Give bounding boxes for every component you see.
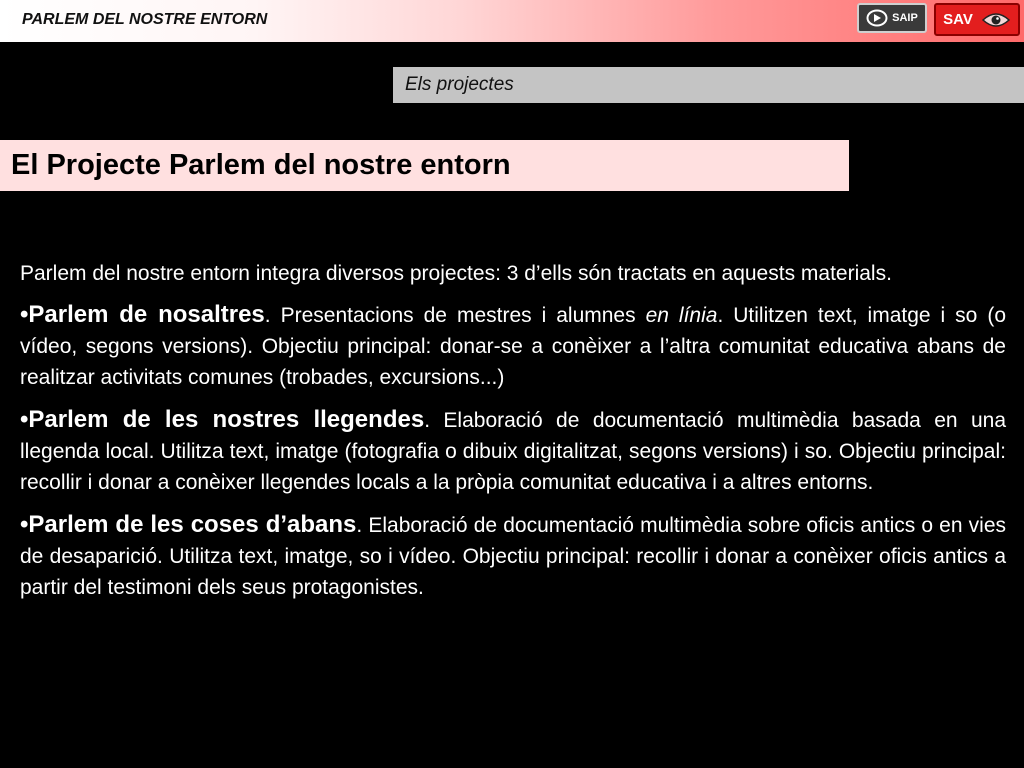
header-title: PARLEM DEL NOSTRE ENTORN xyxy=(22,11,268,28)
project-description-cont: . Utilitzen text, imatge i so (o vídeo, segons versions). Objectiu principal: donar-se a conèixer a l’altra comunitat educativa abans de realitzar activitats comunes (trobades, excursions...) xyxy=(20,304,1006,389)
intro-paragraph: Parlem del nostre entorn integra diversos projectes: 3 d’ells són tractats en aquests materials. xyxy=(20,262,892,285)
bullet: • xyxy=(20,406,29,433)
bullet: • xyxy=(20,511,29,538)
project-item-nosaltres xyxy=(20,299,1006,393)
bullet: • xyxy=(20,301,29,328)
project-description: . Elaboració de documentació multimèdia sobre oficis antics o en vies de desaparició. Utilitza text, imatge, so i vídeo. Objectiu principal: recollir i donar a conèixer oficis antics a partir del testimoni dels seus protagonistes. xyxy=(20,514,1006,599)
section-label: Els projectes xyxy=(405,74,514,95)
sav-button[interactable] xyxy=(934,3,1020,36)
play-circle-icon xyxy=(866,9,888,27)
project-name: Parlem de les nostres llegendes xyxy=(28,406,425,433)
content-body xyxy=(20,258,1006,614)
saip-label: SAIP xyxy=(892,12,918,24)
project-item-llegendes xyxy=(20,404,1006,498)
project-description: . Elaboració de documentació multimèdia basada en una llegenda local. Utilitza text, imatge (fotografia o dibuix digitalitzat, segons versions) i so. Objectiu principal: recollir i donar a conèixer llegendes locals a la pròpia comunitat educativa i a altres entorns. xyxy=(20,409,1006,494)
page-title: El Projecte Parlem del nostre entorn xyxy=(11,149,511,181)
eye-icon xyxy=(981,9,1011,31)
sav-label: SAV xyxy=(943,11,973,28)
saip-button[interactable] xyxy=(857,3,927,33)
project-item-coses-dabans xyxy=(20,509,1006,603)
project-emphasis: en línia xyxy=(645,304,718,327)
header-bar xyxy=(0,0,1024,42)
project-name: Parlem de les coses d’abans xyxy=(28,511,357,538)
title-bar xyxy=(0,140,849,191)
section-label-bar xyxy=(393,67,1024,103)
project-description: . Presentacions de mestres i alumnes xyxy=(264,304,646,327)
project-name: Parlem de nosaltres xyxy=(28,301,265,328)
